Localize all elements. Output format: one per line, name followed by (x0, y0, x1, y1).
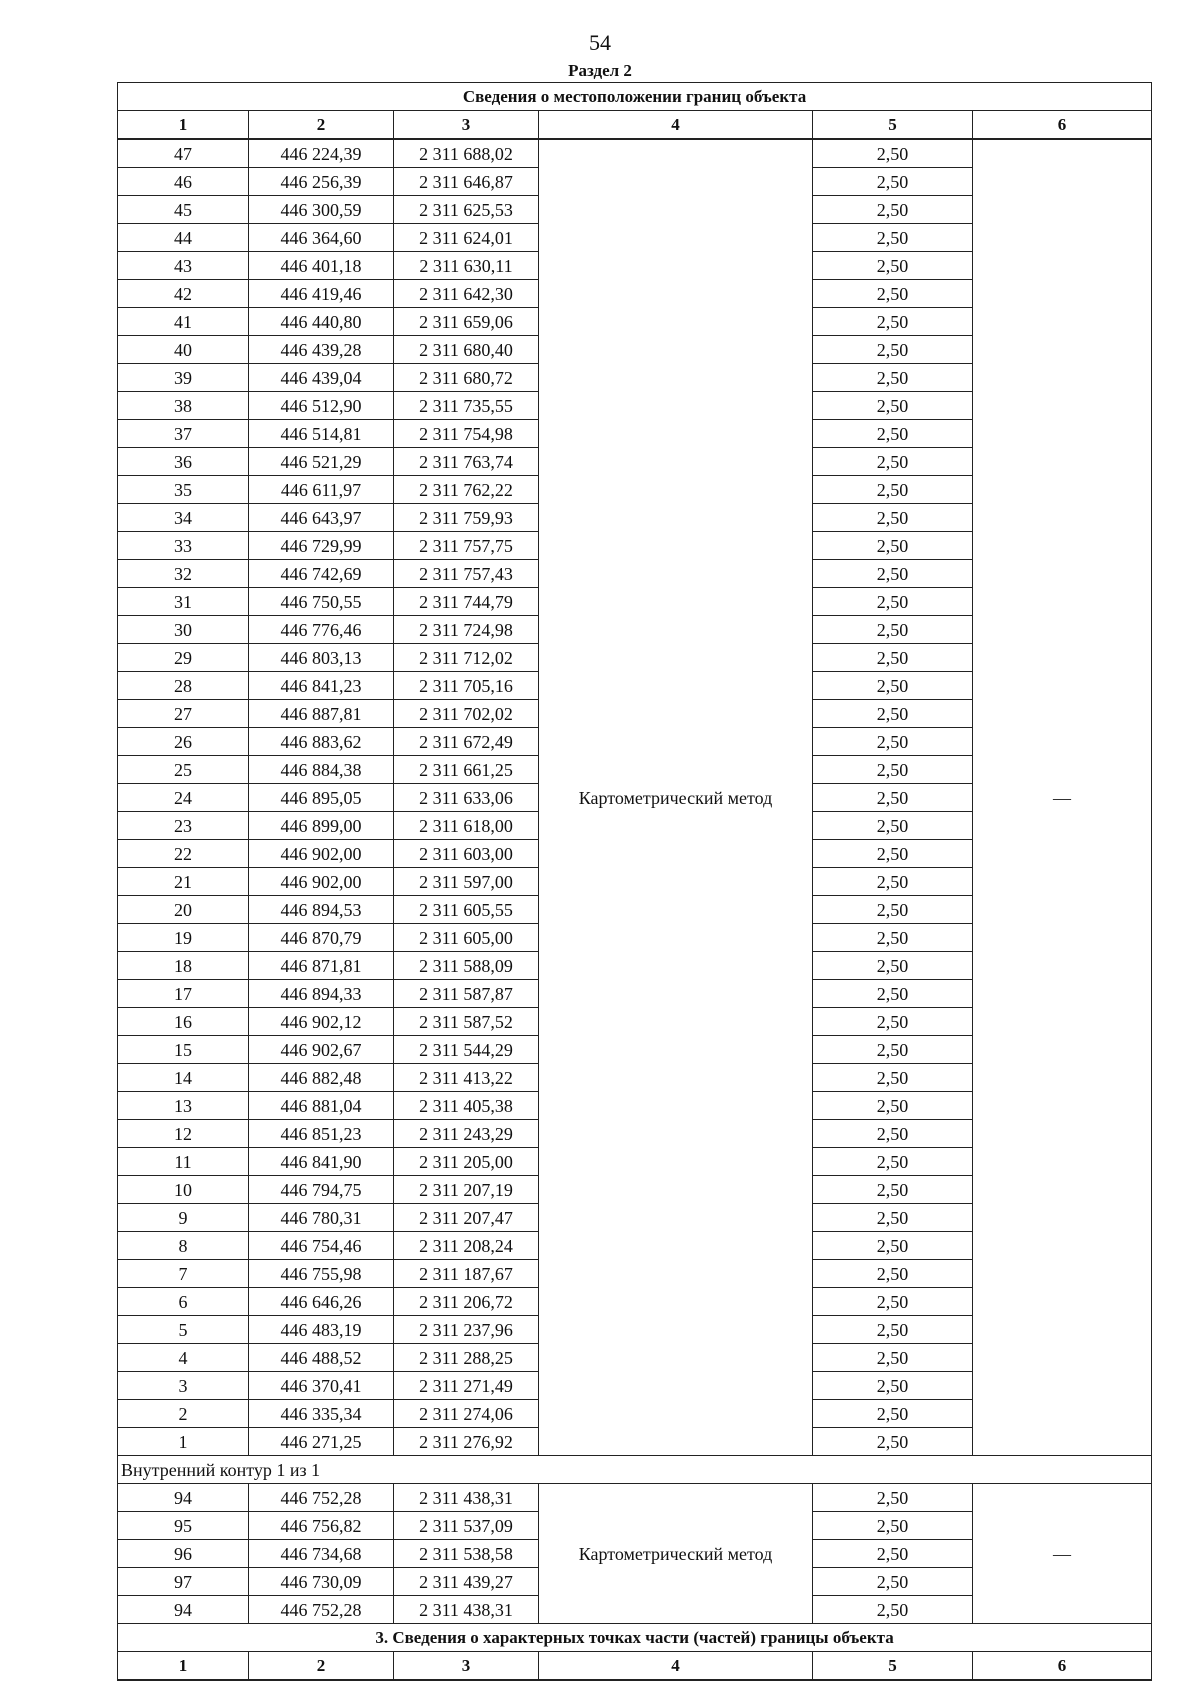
accuracy-value: 2,50 (813, 1204, 973, 1232)
point-number: 24 (118, 784, 249, 812)
accuracy-value: 2,50 (813, 560, 973, 588)
x-coordinate: 446 884,38 (249, 756, 394, 784)
point-number: 5 (118, 1316, 249, 1344)
y-coordinate: 2 311 759,93 (394, 504, 539, 532)
accuracy-value: 2,50 (813, 1400, 973, 1428)
y-coordinate: 2 311 661,25 (394, 756, 539, 784)
y-coordinate: 2 311 680,72 (394, 364, 539, 392)
y-coordinate: 2 311 702,02 (394, 700, 539, 728)
accuracy-value: 2,50 (813, 1288, 973, 1316)
point-number: 26 (118, 728, 249, 756)
point-number: 94 (118, 1484, 249, 1512)
x-coordinate: 446 256,39 (249, 168, 394, 196)
accuracy-value: 2,50 (813, 1036, 973, 1064)
boundary-coordinates-table (117, 82, 1152, 1681)
accuracy-value: 2,50 (813, 588, 973, 616)
table-title: Сведения о местоположении границ объекта (118, 83, 1152, 111)
x-coordinate: 446 754,46 (249, 1232, 394, 1260)
point-number: 42 (118, 280, 249, 308)
accuracy-value: 2,50 (813, 392, 973, 420)
section3-title-row (118, 1624, 1152, 1652)
point-number: 37 (118, 420, 249, 448)
y-coordinate: 2 311 646,87 (394, 168, 539, 196)
y-coordinate: 2 311 438,31 (394, 1596, 539, 1624)
point-number: 97 (118, 1568, 249, 1596)
x-coordinate: 446 370,41 (249, 1372, 394, 1400)
x-coordinate: 446 902,00 (249, 868, 394, 896)
y-coordinate: 2 311 754,98 (394, 420, 539, 448)
y-coordinate: 2 311 276,92 (394, 1428, 539, 1456)
accuracy-value: 2,50 (813, 1596, 973, 1624)
x-coordinate: 446 734,68 (249, 1540, 394, 1568)
point-number: 4 (118, 1344, 249, 1372)
point-number: 14 (118, 1064, 249, 1092)
column-number: 4 (539, 111, 813, 140)
method-cell: Картометрический метод (539, 139, 813, 1456)
point-number: 44 (118, 224, 249, 252)
point-number: 94 (118, 1596, 249, 1624)
point-number: 45 (118, 196, 249, 224)
point-number: 31 (118, 588, 249, 616)
accuracy-value: 2,50 (813, 1344, 973, 1372)
column6-dash: — (973, 139, 1152, 1456)
point-number: 36 (118, 448, 249, 476)
point-number: 2 (118, 1400, 249, 1428)
point-number: 47 (118, 139, 249, 168)
accuracy-value: 2,50 (813, 1092, 973, 1120)
accuracy-value: 2,50 (813, 139, 973, 168)
x-coordinate: 446 521,29 (249, 448, 394, 476)
x-coordinate: 446 750,55 (249, 588, 394, 616)
accuracy-value: 2,50 (813, 616, 973, 644)
x-coordinate: 446 730,09 (249, 1568, 394, 1596)
accuracy-value: 2,50 (813, 784, 973, 812)
x-coordinate: 446 729,99 (249, 532, 394, 560)
point-number: 15 (118, 1036, 249, 1064)
y-coordinate: 2 311 274,06 (394, 1400, 539, 1428)
column-number: 5 (813, 1652, 973, 1681)
y-coordinate: 2 311 672,49 (394, 728, 539, 756)
point-number: 3 (118, 1372, 249, 1400)
point-number: 96 (118, 1540, 249, 1568)
y-coordinate: 2 311 724,98 (394, 616, 539, 644)
section-title: Раздел 2 (568, 61, 632, 80)
y-coordinate: 2 311 205,00 (394, 1148, 539, 1176)
point-number: 9 (118, 1204, 249, 1232)
y-coordinate: 2 311 597,00 (394, 868, 539, 896)
column-number: 6 (973, 111, 1152, 140)
x-coordinate: 446 841,23 (249, 672, 394, 700)
accuracy-value: 2,50 (813, 196, 973, 224)
accuracy-value: 2,50 (813, 924, 973, 952)
x-coordinate: 446 300,59 (249, 196, 394, 224)
point-number: 41 (118, 308, 249, 336)
x-coordinate: 446 803,13 (249, 644, 394, 672)
point-number: 43 (118, 252, 249, 280)
point-number: 35 (118, 476, 249, 504)
point-number: 34 (118, 504, 249, 532)
accuracy-value: 2,50 (813, 168, 973, 196)
y-coordinate: 2 311 243,29 (394, 1120, 539, 1148)
accuracy-value: 2,50 (813, 644, 973, 672)
y-coordinate: 2 311 659,06 (394, 308, 539, 336)
x-coordinate: 446 514,81 (249, 420, 394, 448)
accuracy-value: 2,50 (813, 728, 973, 756)
point-number: 40 (118, 336, 249, 364)
accuracy-value: 2,50 (813, 672, 973, 700)
column-number: 4 (539, 1652, 813, 1681)
x-coordinate: 446 851,23 (249, 1120, 394, 1148)
x-coordinate: 446 780,31 (249, 1204, 394, 1232)
y-coordinate: 2 311 438,31 (394, 1484, 539, 1512)
x-coordinate: 446 611,97 (249, 476, 394, 504)
column-number: 2 (249, 111, 394, 140)
point-number: 28 (118, 672, 249, 700)
column-numbers-row (118, 111, 1152, 140)
x-coordinate: 446 271,25 (249, 1428, 394, 1456)
accuracy-value: 2,50 (813, 1064, 973, 1092)
column-number: 1 (118, 1652, 249, 1681)
x-coordinate: 446 871,81 (249, 952, 394, 980)
x-coordinate: 446 870,79 (249, 924, 394, 952)
accuracy-value: 2,50 (813, 1316, 973, 1344)
accuracy-value: 2,50 (813, 1260, 973, 1288)
y-coordinate: 2 311 680,40 (394, 336, 539, 364)
y-coordinate: 2 311 757,75 (394, 532, 539, 560)
accuracy-value: 2,50 (813, 756, 973, 784)
y-coordinate: 2 311 625,53 (394, 196, 539, 224)
point-number: 22 (118, 840, 249, 868)
accuracy-value: 2,50 (813, 1148, 973, 1176)
inner-contour-label-row (118, 1456, 1152, 1484)
point-number: 10 (118, 1176, 249, 1204)
point-number: 95 (118, 1512, 249, 1540)
accuracy-value: 2,50 (813, 476, 973, 504)
column-number: 2 (249, 1652, 394, 1681)
y-coordinate: 2 311 618,00 (394, 812, 539, 840)
x-coordinate: 446 752,28 (249, 1484, 394, 1512)
accuracy-value: 2,50 (813, 1540, 973, 1568)
accuracy-value: 2,50 (813, 336, 973, 364)
x-coordinate: 446 440,80 (249, 308, 394, 336)
x-coordinate: 446 752,28 (249, 1596, 394, 1624)
y-coordinate: 2 311 688,02 (394, 139, 539, 168)
accuracy-value: 2,50 (813, 1428, 973, 1456)
accuracy-value: 2,50 (813, 364, 973, 392)
accuracy-value: 2,50 (813, 1484, 973, 1512)
point-number: 29 (118, 644, 249, 672)
accuracy-value: 2,50 (813, 308, 973, 336)
point-number: 18 (118, 952, 249, 980)
accuracy-value: 2,50 (813, 1232, 973, 1260)
accuracy-value: 2,50 (813, 448, 973, 476)
x-coordinate: 446 419,46 (249, 280, 394, 308)
x-coordinate: 446 887,81 (249, 700, 394, 728)
column-number: 5 (813, 111, 973, 140)
y-coordinate: 2 311 187,67 (394, 1260, 539, 1288)
accuracy-value: 2,50 (813, 952, 973, 980)
point-number: 13 (118, 1092, 249, 1120)
y-coordinate: 2 311 537,09 (394, 1512, 539, 1540)
y-coordinate: 2 311 439,27 (394, 1568, 539, 1596)
y-coordinate: 2 311 405,38 (394, 1092, 539, 1120)
x-coordinate: 446 512,90 (249, 392, 394, 420)
accuracy-value: 2,50 (813, 420, 973, 448)
point-number: 11 (118, 1148, 249, 1176)
accuracy-value: 2,50 (813, 532, 973, 560)
accuracy-value: 2,50 (813, 504, 973, 532)
y-coordinate: 2 311 206,72 (394, 1288, 539, 1316)
y-coordinate: 2 311 757,43 (394, 560, 539, 588)
point-number: 25 (118, 756, 249, 784)
y-coordinate: 2 311 413,22 (394, 1064, 539, 1092)
accuracy-value: 2,50 (813, 1512, 973, 1540)
table-row (118, 1484, 1152, 1512)
x-coordinate: 446 742,69 (249, 560, 394, 588)
x-coordinate: 446 646,26 (249, 1288, 394, 1316)
point-number: 19 (118, 924, 249, 952)
x-coordinate: 446 364,60 (249, 224, 394, 252)
accuracy-value: 2,50 (813, 896, 973, 924)
x-coordinate: 446 224,39 (249, 139, 394, 168)
x-coordinate: 446 439,04 (249, 364, 394, 392)
y-coordinate: 2 311 237,96 (394, 1316, 539, 1344)
point-number: 16 (118, 1008, 249, 1036)
column-number: 3 (394, 1652, 539, 1681)
point-number: 20 (118, 896, 249, 924)
y-coordinate: 2 311 207,19 (394, 1176, 539, 1204)
x-coordinate: 446 841,90 (249, 1148, 394, 1176)
accuracy-value: 2,50 (813, 868, 973, 896)
accuracy-value: 2,50 (813, 700, 973, 728)
y-coordinate: 2 311 762,22 (394, 476, 539, 504)
x-coordinate: 446 755,98 (249, 1260, 394, 1288)
x-coordinate: 446 643,97 (249, 504, 394, 532)
point-number: 7 (118, 1260, 249, 1288)
y-coordinate: 2 311 735,55 (394, 392, 539, 420)
x-coordinate: 446 439,28 (249, 336, 394, 364)
point-number: 8 (118, 1232, 249, 1260)
y-coordinate: 2 311 207,47 (394, 1204, 539, 1232)
point-number: 38 (118, 392, 249, 420)
y-coordinate: 2 311 605,55 (394, 896, 539, 924)
point-number: 21 (118, 868, 249, 896)
point-number: 17 (118, 980, 249, 1008)
y-coordinate: 2 311 712,02 (394, 644, 539, 672)
column-number: 1 (118, 111, 249, 140)
y-coordinate: 2 311 208,24 (394, 1232, 539, 1260)
y-coordinate: 2 311 544,29 (394, 1036, 539, 1064)
y-coordinate: 2 311 587,52 (394, 1008, 539, 1036)
x-coordinate: 446 902,67 (249, 1036, 394, 1064)
table-title-row (118, 83, 1152, 111)
column-number: 3 (394, 111, 539, 140)
point-number: 46 (118, 168, 249, 196)
accuracy-value: 2,50 (813, 840, 973, 868)
point-number: 39 (118, 364, 249, 392)
column-number: 6 (973, 1652, 1152, 1681)
x-coordinate: 446 894,33 (249, 980, 394, 1008)
point-number: 1 (118, 1428, 249, 1456)
x-coordinate: 446 488,52 (249, 1344, 394, 1372)
accuracy-value: 2,50 (813, 812, 973, 840)
x-coordinate: 446 401,18 (249, 252, 394, 280)
table-row (118, 139, 1152, 168)
point-number: 6 (118, 1288, 249, 1316)
x-coordinate: 446 882,48 (249, 1064, 394, 1092)
x-coordinate: 446 335,34 (249, 1400, 394, 1428)
y-coordinate: 2 311 587,87 (394, 980, 539, 1008)
x-coordinate: 446 881,04 (249, 1092, 394, 1120)
y-coordinate: 2 311 630,11 (394, 252, 539, 280)
point-number: 33 (118, 532, 249, 560)
y-coordinate: 2 311 763,74 (394, 448, 539, 476)
y-coordinate: 2 311 744,79 (394, 588, 539, 616)
x-coordinate: 446 756,82 (249, 1512, 394, 1540)
y-coordinate: 2 311 633,06 (394, 784, 539, 812)
x-coordinate: 446 483,19 (249, 1316, 394, 1344)
y-coordinate: 2 311 603,00 (394, 840, 539, 868)
section3-title: 3. Сведения о характерных точках части (частей) границы объекта (118, 1624, 1152, 1652)
accuracy-value: 2,50 (813, 1568, 973, 1596)
x-coordinate: 446 794,75 (249, 1176, 394, 1204)
point-number: 23 (118, 812, 249, 840)
y-coordinate: 2 311 588,09 (394, 952, 539, 980)
y-coordinate: 2 311 705,16 (394, 672, 539, 700)
x-coordinate: 446 895,05 (249, 784, 394, 812)
point-number: 32 (118, 560, 249, 588)
accuracy-value: 2,50 (813, 280, 973, 308)
page-number: 54 (589, 30, 611, 55)
point-number: 12 (118, 1120, 249, 1148)
y-coordinate: 2 311 624,01 (394, 224, 539, 252)
method-cell: Картометрический метод (539, 1484, 813, 1624)
accuracy-value: 2,50 (813, 1120, 973, 1148)
x-coordinate: 446 894,53 (249, 896, 394, 924)
accuracy-value: 2,50 (813, 980, 973, 1008)
accuracy-value: 2,50 (813, 1372, 973, 1400)
point-number: 27 (118, 700, 249, 728)
y-coordinate: 2 311 288,25 (394, 1344, 539, 1372)
x-coordinate: 446 899,00 (249, 812, 394, 840)
accuracy-value: 2,50 (813, 252, 973, 280)
point-number: 30 (118, 616, 249, 644)
column6-dash: — (973, 1484, 1152, 1624)
y-coordinate: 2 311 538,58 (394, 1540, 539, 1568)
inner-contour-label: Внутренний контур 1 из 1 (118, 1456, 1152, 1484)
accuracy-value: 2,50 (813, 1008, 973, 1036)
x-coordinate: 446 883,62 (249, 728, 394, 756)
y-coordinate: 2 311 642,30 (394, 280, 539, 308)
section3-column-numbers-row (118, 1652, 1152, 1681)
x-coordinate: 446 902,12 (249, 1008, 394, 1036)
x-coordinate: 446 776,46 (249, 616, 394, 644)
y-coordinate: 2 311 271,49 (394, 1372, 539, 1400)
accuracy-value: 2,50 (813, 224, 973, 252)
y-coordinate: 2 311 605,00 (394, 924, 539, 952)
x-coordinate: 446 902,00 (249, 840, 394, 868)
accuracy-value: 2,50 (813, 1176, 973, 1204)
